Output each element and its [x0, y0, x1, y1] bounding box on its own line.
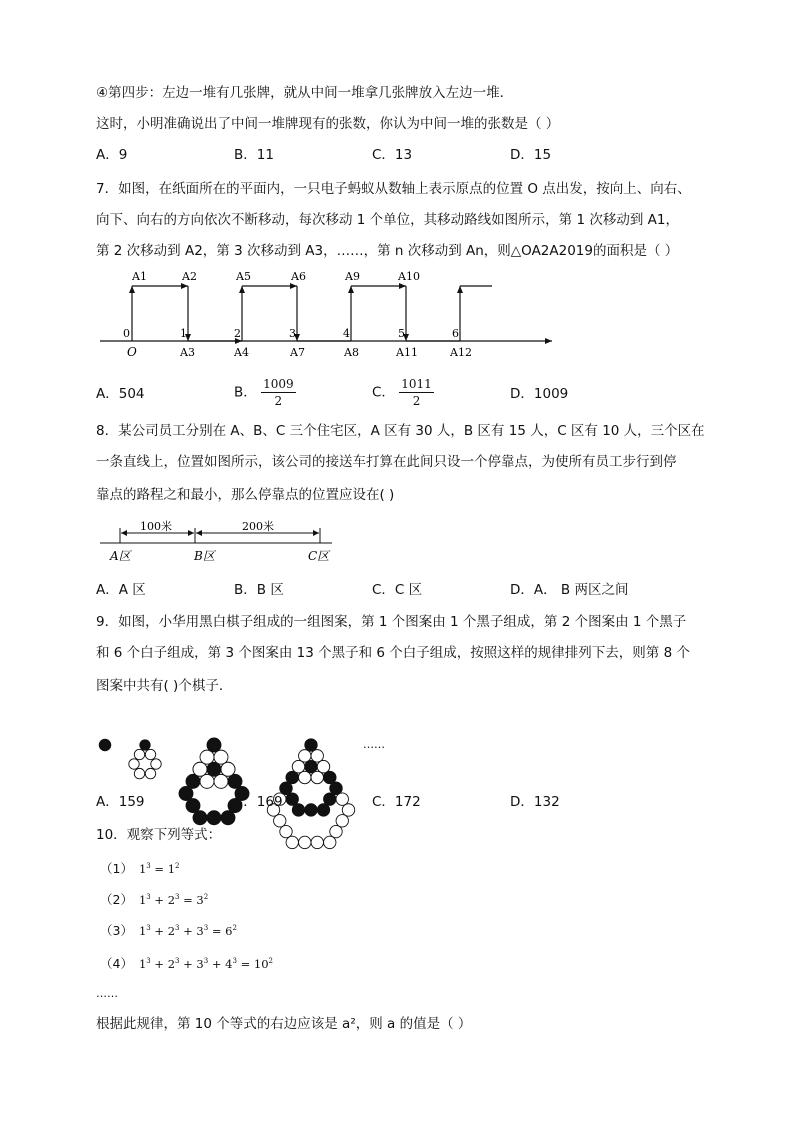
equation-label: （1） [100, 860, 133, 876]
white-stone [330, 825, 342, 837]
black-stone [207, 762, 221, 776]
q7-option-a[interactable]: A．504 [96, 386, 145, 402]
q6-option-c[interactable]: C．13 [372, 147, 413, 163]
fraction-denominator: 2 [274, 394, 283, 408]
q9-line1: 9．如图，小华用黑白棋子组成的一组图案，第 1 个图案由 1 个黑子组成，第 2 个图案由 1 个黑子 [96, 614, 687, 630]
white-stone [280, 825, 292, 837]
equation-2: （2） $1^3 + 2^3 = 3^2$ [100, 891, 209, 907]
black-stone [207, 811, 221, 825]
q7-option-c[interactable] [372, 376, 434, 409]
dist-100: 100米 [140, 520, 172, 533]
black-stone [193, 811, 207, 825]
q6-question: 这时，小明准确说出了中间一堆牌现有的张数，你认为中间一堆的张数是（ ） [96, 116, 560, 132]
white-stone [311, 836, 323, 848]
tick-0: 0 [123, 327, 130, 340]
zone-b-label: B区 [194, 549, 215, 563]
q8-line2: 一条直线上，位置如图所示，该公司的接送车打算在此间只设一个停靠点，为使所有员工步行到停 [96, 454, 677, 470]
white-stone [292, 760, 304, 772]
q7-option-c-fraction [399, 376, 434, 409]
label-a12: A12 [450, 346, 472, 359]
black-stone [324, 771, 336, 783]
q9-option-c[interactable]: C．172 [372, 794, 421, 810]
white-stone [145, 768, 155, 778]
pattern-ellipsis: …… [363, 738, 385, 751]
q8-option-d[interactable]: D．A． B 两区之间 [510, 582, 629, 598]
q10-question: 根据此规律，第 10 个等式的右边应该是 a²，则 a 的值是（ ） [96, 1016, 472, 1032]
tick-5: 5 [398, 327, 405, 340]
dim-arrow [188, 530, 194, 536]
equation-3: （3） $1^3 + 2^3 + 3^3 = 6^2$ [100, 922, 237, 938]
white-stone [221, 762, 235, 776]
white-stone [311, 771, 323, 783]
white-stone [324, 836, 336, 848]
black-stone [305, 739, 317, 751]
white-stone [214, 774, 228, 788]
q6-option-b[interactable]: B．11 [234, 147, 274, 163]
equation-dots: …… [96, 987, 118, 1000]
white-stone [311, 750, 323, 762]
go-stones-figure [95, 700, 495, 790]
zone-a-label: A区 [110, 549, 131, 563]
label-o: O [127, 345, 137, 359]
black-stone [207, 738, 221, 752]
q6-step4: ④第四步：左边一堆有几张牌，就从中间一堆拿几张牌放入左边一堆． [96, 85, 514, 101]
q6-option-d[interactable]: D．15 [510, 147, 552, 163]
white-stone [274, 815, 286, 827]
zone-c-label: C区 [308, 549, 330, 563]
label-a2: A2 [182, 270, 197, 283]
tick-2: 2 [234, 327, 241, 340]
black-stone [324, 793, 336, 805]
label-a11: A11 [396, 346, 418, 359]
q7-option-d[interactable]: D．1009 [510, 386, 569, 402]
label-a6: A6 [291, 270, 306, 283]
q8-option-c[interactable]: C．C 区 [372, 582, 423, 598]
q10-title: 10．观察下列等式： [96, 827, 222, 843]
white-stone [286, 836, 298, 848]
q7-option-b-fraction [261, 376, 296, 409]
equation-1: （1） $1^3 = 1^2$ [100, 860, 180, 876]
q8-line1: 8．某公司员工分别在 A、B、C 三个住宅区，A 区有 30 人，B 区有 15 人，C 区有 10 人，三个区在 [96, 423, 705, 439]
black-stone [305, 760, 317, 772]
white-stone [299, 750, 311, 762]
q7-option-b-prefix: B． [234, 384, 257, 401]
fraction-numerator: 1009 [263, 377, 294, 391]
black-stone [330, 782, 342, 794]
dim-arrow [121, 530, 127, 536]
q9-option-b[interactable]: B．169 [234, 794, 283, 810]
white-stone [145, 749, 155, 759]
tick-6: 6 [452, 327, 459, 340]
label-a10: A10 [398, 270, 420, 283]
q9-line2: 和 6 个白子组成，第 3 个图案由 13 个黑子和 6 个白子组成，按照这样的规律排列下去，则第 8 个 [96, 645, 690, 661]
q7-option-c-prefix: C． [372, 384, 395, 401]
q7-option-b[interactable] [234, 376, 296, 409]
tick-3: 3 [289, 327, 296, 340]
dim-arrow [196, 530, 202, 536]
label-a3: A3 [180, 346, 195, 359]
white-stone [336, 793, 348, 805]
label-a9: A9 [345, 270, 360, 283]
equation-label: （4） [100, 955, 133, 971]
equation-label: （2） [100, 891, 133, 907]
label-a1: A1 [132, 270, 147, 283]
black-stone [186, 774, 200, 788]
q8-option-b[interactable]: B．B 区 [234, 582, 284, 598]
label-a4: A4 [234, 346, 249, 359]
white-stone [193, 762, 207, 776]
black-stone [286, 771, 298, 783]
black-stone [292, 804, 304, 816]
residential-zones-figure [100, 516, 360, 566]
label-a8: A8 [344, 346, 359, 359]
dist-200: 200米 [242, 520, 274, 533]
q7-line1: 7．如图，在纸面所在的平面内，一只电子蚂蚁从数轴上表示原点的位置 O 点出发，按向上、向右、 [96, 181, 691, 197]
fraction-denominator: 2 [412, 394, 421, 408]
q6-option-a[interactable]: A．9 [96, 147, 128, 163]
tick-1: 1 [180, 327, 187, 340]
label-a5: A5 [236, 270, 251, 283]
white-stone [299, 836, 311, 848]
q9-option-d[interactable]: D．132 [510, 794, 560, 810]
dim-arrow [313, 530, 319, 536]
black-stone [317, 804, 329, 816]
q7-line2: 向下、向右的方向依次不断移动，每次移动 1 个单位，其移动路线如图所示，第 1 次移动到 A1， [96, 212, 679, 228]
ant-path-figure [100, 268, 560, 358]
tick-4: 4 [343, 327, 350, 340]
q7-line3: 第 2 次移动到 A2，第 3 次移动到 A3，……，第 n 次移动到 An，则△OA2A2019的面积是（ ） [96, 243, 679, 259]
white-stone [317, 760, 329, 772]
black-stone [99, 739, 111, 751]
white-stone [342, 804, 354, 816]
white-stone [134, 749, 144, 759]
black-stone [228, 774, 242, 788]
black-stone [140, 740, 150, 750]
q8-option-a[interactable]: A．A 区 [96, 582, 146, 598]
white-stone [200, 750, 214, 764]
label-a7: A7 [290, 346, 305, 359]
white-stone [299, 771, 311, 783]
equation-4: （4） $1^3 + 2^3 + 3^3 + 4^3 = 10^2$ [100, 955, 274, 971]
white-stone [214, 750, 228, 764]
black-stone [305, 804, 317, 816]
fraction-numerator: 1011 [401, 377, 432, 391]
white-stone [336, 815, 348, 827]
q8-line3: 靠点的路程之和最小，那么停靠点的位置应设在( ) [96, 487, 395, 503]
q9-line3: 图案中共有( )个棋子． [96, 678, 233, 694]
black-stone [179, 786, 193, 800]
black-stone [186, 799, 200, 813]
black-stone [286, 793, 298, 805]
black-stone [221, 811, 235, 825]
equation-label: （3） [100, 922, 133, 938]
white-stone [129, 759, 139, 769]
white-stone [151, 759, 161, 769]
white-stone [134, 768, 144, 778]
white-stone [200, 774, 214, 788]
q9-option-a[interactable]: A．159 [96, 794, 145, 810]
